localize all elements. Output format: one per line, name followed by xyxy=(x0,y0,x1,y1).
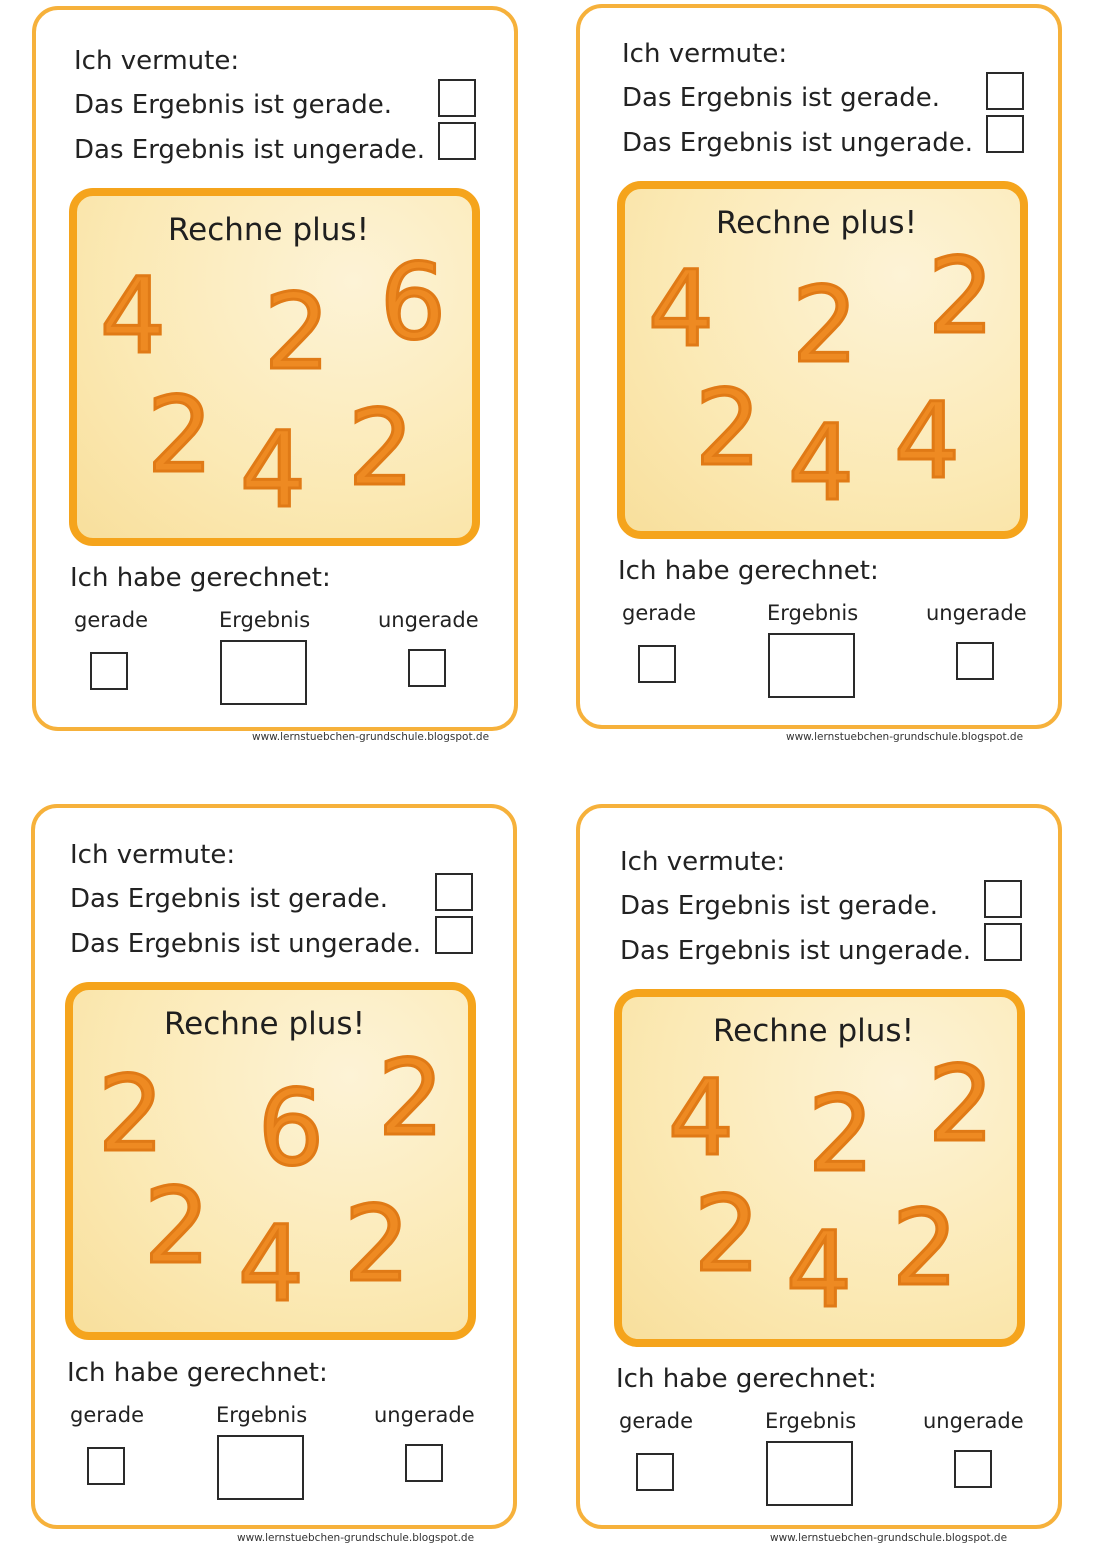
even-checkbox[interactable] xyxy=(90,652,128,690)
odd-checkbox[interactable] xyxy=(956,642,994,680)
number-6: 2 xyxy=(343,1183,411,1305)
number-5: 4 xyxy=(785,1209,853,1331)
odd-checkbox[interactable] xyxy=(405,1444,443,1482)
footer-url: www.lernstuebchen-grundschule.blogspot.de xyxy=(252,731,490,743)
guess-even-checkbox[interactable] xyxy=(986,72,1024,110)
even-label: gerade xyxy=(619,1409,694,1433)
footer-url: www.lernstuebchen-grundschule.blogspot.de xyxy=(786,731,1024,743)
number-2: 2 xyxy=(807,1073,875,1195)
odd-checkbox[interactable] xyxy=(954,1450,992,1488)
even-checkbox[interactable] xyxy=(636,1453,674,1491)
number-4: 2 xyxy=(694,367,762,489)
guess-even-checkbox[interactable] xyxy=(984,880,1022,918)
guess-odd-label: Das Ergebnis ist ungerade. xyxy=(74,135,426,165)
guess-even-checkbox[interactable] xyxy=(435,873,473,911)
guess-odd-label: Das Ergebnis ist ungerade. xyxy=(622,128,974,158)
even-checkbox[interactable] xyxy=(638,645,676,683)
odd-checkbox[interactable] xyxy=(408,649,446,687)
calculated-heading: Ich habe gerechnet: xyxy=(618,556,879,586)
guess-heading: Ich vermute: xyxy=(620,847,786,877)
number-3: 6 xyxy=(379,241,447,363)
number-4: 2 xyxy=(143,1165,211,1287)
calculated-heading: Ich habe gerechnet: xyxy=(616,1364,877,1394)
guess-even-label: Das Ergebnis ist gerade. xyxy=(620,891,939,921)
result-box[interactable] xyxy=(217,1435,304,1500)
guess-odd-checkbox[interactable] xyxy=(438,122,476,160)
panel-title: Rechne plus! xyxy=(713,1013,915,1049)
number-2: 2 xyxy=(263,271,331,393)
result-box[interactable] xyxy=(768,633,855,698)
odd-label: ungerade xyxy=(374,1403,475,1427)
footer-url: www.lernstuebchen-grundschule.blogspot.de xyxy=(770,1532,1008,1544)
guess-heading: Ich vermute: xyxy=(70,840,236,870)
guess-odd-checkbox[interactable] xyxy=(986,115,1024,153)
even-label: gerade xyxy=(622,601,697,625)
guess-odd-checkbox[interactable] xyxy=(984,923,1022,961)
guess-even-label: Das Ergebnis ist gerade. xyxy=(74,90,393,120)
result-label: Ergebnis xyxy=(216,1403,308,1427)
odd-label: ungerade xyxy=(378,608,479,632)
number-4: 2 xyxy=(146,374,214,496)
footer-url: www.lernstuebchen-grundschule.blogspot.de xyxy=(237,1532,475,1544)
panel-title: Rechne plus! xyxy=(716,205,918,241)
result-box[interactable] xyxy=(766,1441,853,1506)
number-3: 2 xyxy=(927,1043,995,1165)
guess-odd-checkbox[interactable] xyxy=(435,916,473,954)
panel-title: Rechne plus! xyxy=(168,212,370,248)
result-label: Ergebnis xyxy=(767,601,859,625)
number-4: 2 xyxy=(693,1173,761,1295)
guess-even-label: Das Ergebnis ist gerade. xyxy=(622,83,941,113)
number-5: 4 xyxy=(237,1203,305,1325)
number-6: 2 xyxy=(891,1187,959,1309)
guess-odd-label: Das Ergebnis ist ungerade. xyxy=(620,936,972,966)
result-label: Ergebnis xyxy=(219,608,311,632)
number-2: 2 xyxy=(791,264,859,386)
result-box[interactable] xyxy=(220,640,307,705)
number-6: 2 xyxy=(347,387,415,509)
even-label: gerade xyxy=(70,1403,145,1427)
number-1: 4 xyxy=(667,1057,735,1179)
calculated-heading: Ich habe gerechnet: xyxy=(67,1358,328,1388)
even-checkbox[interactable] xyxy=(87,1447,125,1485)
number-5: 4 xyxy=(239,409,307,531)
result-label: Ergebnis xyxy=(765,1409,857,1433)
calculated-heading: Ich habe gerechnet: xyxy=(70,563,331,593)
guess-even-label: Das Ergebnis ist gerade. xyxy=(70,884,389,914)
number-3: 2 xyxy=(927,235,995,357)
number-1: 4 xyxy=(647,248,715,370)
odd-label: ungerade xyxy=(926,601,1027,625)
number-6: 4 xyxy=(893,380,961,502)
panel-title: Rechne plus! xyxy=(164,1006,366,1042)
guess-heading: Ich vermute: xyxy=(74,46,240,76)
guess-odd-label: Das Ergebnis ist ungerade. xyxy=(70,929,422,959)
number-1: 2 xyxy=(97,1053,165,1175)
even-label: gerade xyxy=(74,608,149,632)
number-2: 6 xyxy=(257,1067,325,1189)
guess-even-checkbox[interactable] xyxy=(438,79,476,117)
odd-label: ungerade xyxy=(923,1409,1024,1433)
number-1: 4 xyxy=(99,255,167,377)
guess-heading: Ich vermute: xyxy=(622,39,788,69)
number-3: 2 xyxy=(377,1037,445,1159)
number-5: 4 xyxy=(787,402,855,524)
